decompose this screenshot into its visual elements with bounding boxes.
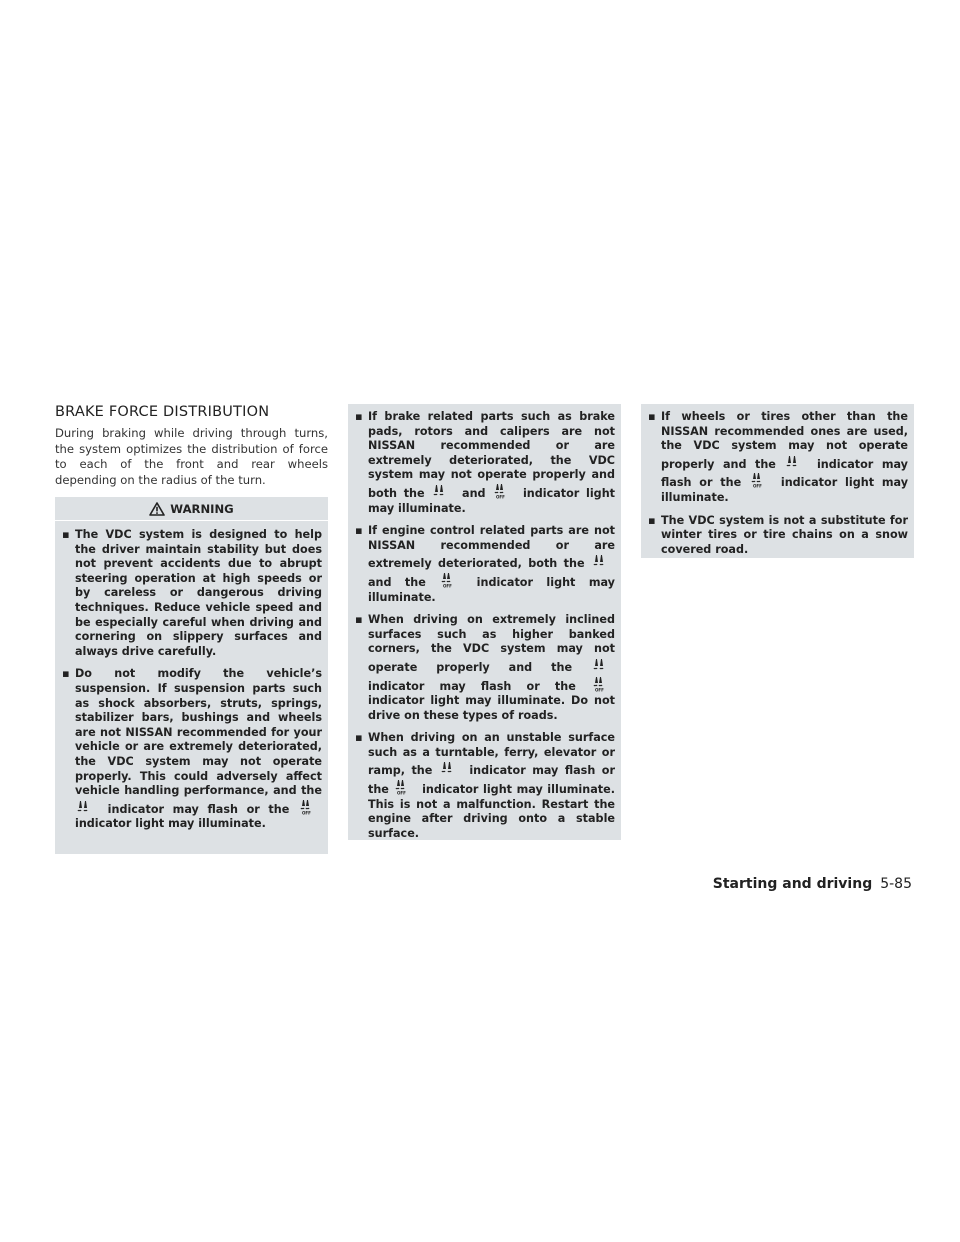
warning-item: ▪ The VDC system is not a substitute for winter tires or tire chains on a snow covered road. [648,513,908,556]
warning-item: ▪ If brake related parts such as brake pads, rotors and calipers are not NISSAN recommended or are extremely deteriorated, the VDC system may not operate properly and both the and OFF indicator light may illuminate. [355,410,616,515]
warning-item: ▪ Do not modify the vehicle’s suspension. If suspension parts such as shock absorbers, struts, springs, stabilizer bars, bushings and wheels are not NISSAN recommended for your vehicle or are extremely deteriorated, the VDC system may not operate properly. This could adversely affect vehicle handling performance, and the indicator may flash or the OFF indicator light may illuminate. [62,667,322,831]
svg-text:OFF: OFF [753,483,762,489]
warning-item: ▪ The VDC system is designed to help the driver maintain stability but does not prevent accidents due to abrupt steering operation at high speeds or by careless or dangerous driving techniques. Reduce vehicle speed and be especially careful when driving and cornering on slippery surfaces and always drive carefully. [62,528,322,658]
vdc-off-indicator-icon [393,779,417,795]
warning-list [55,521,328,832]
chapter-title: Starting and driving [712,876,873,892]
warning-item: ▪ When driving on an unstable surface such as a turntable, ferry, elevator or ramp, the indicator may flash or the OFF indicator light may illuminate. This is not a malfunction. Restart the engine after driving onto a stable surface. [355,731,615,840]
page-footer [713,876,912,892]
warning-header [55,497,328,521]
warning-item: ▪ When driving on extremely inclined surfaces such as higher banked corners, the VDC system may not operate properly and the indicator may flash or the OFF indicator light may illuminate. Do not drive on these types of roads. [355,613,615,722]
warning-triangle-icon [149,502,165,516]
vdc-slip-indicator-icon [75,799,99,815]
svg-text:OFF: OFF [496,494,506,499]
vdc-off-indicator-icon [439,572,463,588]
warning-box-continued [641,404,914,558]
warning-box [55,497,328,854]
vdc-slip-indicator-icon [591,553,615,569]
vdc-off-indicator-icon [492,483,516,499]
svg-text:OFF: OFF [595,687,604,692]
warning-list [348,404,621,841]
page-number: 5-85 [880,876,912,892]
vdc-slip-indicator-icon [784,454,808,470]
vdc-off-indicator-icon [749,472,773,488]
warning-label: WARNING [170,501,234,516]
warning-box-continued [348,404,621,840]
warning-item: ▪ If wheels or tires other than the NISSAN recommended ones are used, the VDC system may not operate properly and the indicator may flash or the OFF indicator light may illuminate. [648,410,909,504]
intro-paragraph: During braking while driving through turns, the system optimizes the distribution of force to each of the front and rear wheels depending on the radius of the turn. [55,426,328,487]
vdc-slip-indicator-icon [431,483,455,499]
vdc-slip-indicator-icon [591,657,615,673]
vdc-off-indicator-icon [298,799,322,815]
warning-item: ▪ If engine control related parts are not NISSAN recommended or are extremely deteriorated, both the and the OFF indicator light may illuminate. [355,524,615,604]
warning-list [641,404,914,557]
vdc-slip-indicator-icon [439,760,463,776]
svg-text:OFF: OFF [397,790,407,796]
svg-text:OFF: OFF [443,583,453,588]
vdc-off-indicator-icon [591,676,615,692]
section-title: BRAKE FORCE DISTRIBUTION [55,404,270,420]
svg-text:OFF: OFF [302,810,311,815]
